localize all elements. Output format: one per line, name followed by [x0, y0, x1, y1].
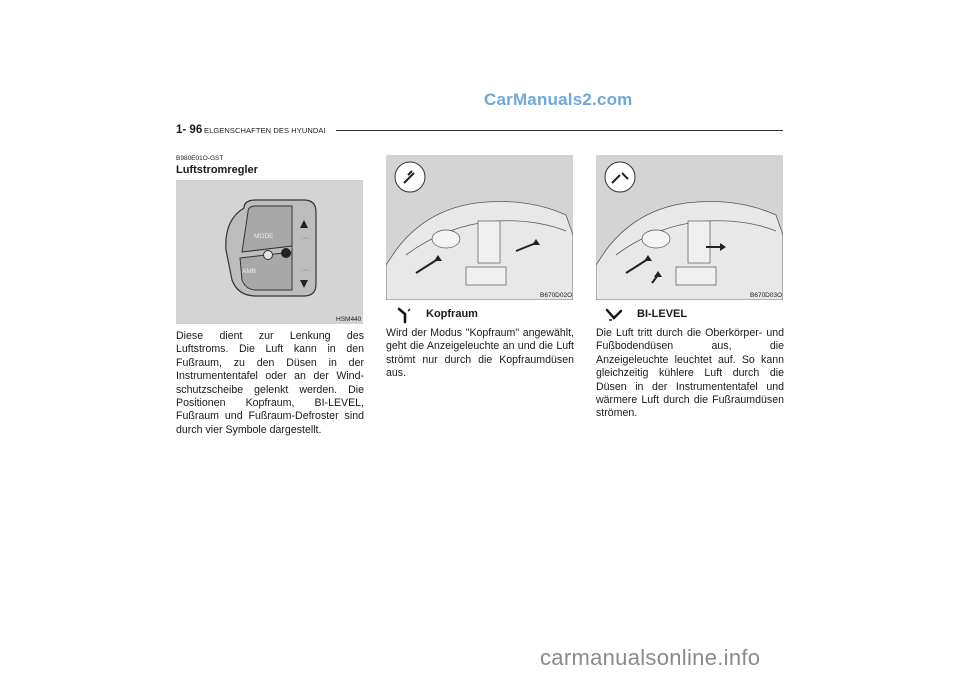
dashboard-figure-kopfraum [386, 155, 573, 300]
watermark-carmanualsonline: carmanualsonline.info [540, 645, 761, 670]
kopfraum-heading: Kopfraum [426, 308, 478, 320]
section-header: ELGENSCHAFTEN DES HYUNDAI [204, 126, 326, 135]
section-title: Luftstromregler [176, 164, 258, 176]
kopfraum-text: Wird der Modus "Kopfraum" angewählt, geht die Anzeigeleuchte an und die Luft strömt nur durch die Kopfraumdüsen aus. [386, 327, 574, 380]
luftstromregler-text: Diese dient zur Lenkung des Luftstroms. Die Luft kann in den Fußraum, zu den Düsen in der Instrumententafel oder an der Wind-schutzscheibe gelenkt werden. Die Positionen Kopfraum, BI-LEVEL, Fußraum und Fußraum-Defroster sind durch vier Symbole dargestellt. [176, 330, 364, 436]
mode-label: MODE [254, 233, 274, 240]
section-code: B980E01O-GST [176, 155, 224, 162]
bilevel-icon [604, 306, 624, 324]
bilevel-heading: BI-LEVEL [637, 308, 688, 320]
dashboard-figure-bilevel [596, 155, 783, 300]
dashboard-illustration-bilevel [596, 155, 783, 300]
header-divider [336, 130, 783, 131]
bilevel-text: Die Luft tritt durch die Oberkörper- und Fußbodendüsen aus, die Anzeigeleuchte leuchtet auf. So kann gleichzeitig kühlere Luft durch die Düsen in der Instrumententafel und wärmere Luft durch die Fußraumdüsen strömen. [596, 327, 784, 420]
control-panel-figure [176, 180, 363, 324]
dashboard-illustration [386, 155, 573, 300]
watermark-carmanuals2: CarManuals2.com [484, 90, 633, 109]
kopfraum-icon [394, 306, 412, 324]
page-number: 1- 96 [176, 124, 203, 136]
figure-label-b670d02o: B670D02O [540, 292, 573, 299]
amb-label: AMB [242, 268, 257, 275]
mode-switch-illustration [176, 180, 363, 324]
figure-label-b670d03o: B670D03O [750, 292, 783, 299]
figure-label-hsm440: HSM440 [336, 316, 362, 323]
